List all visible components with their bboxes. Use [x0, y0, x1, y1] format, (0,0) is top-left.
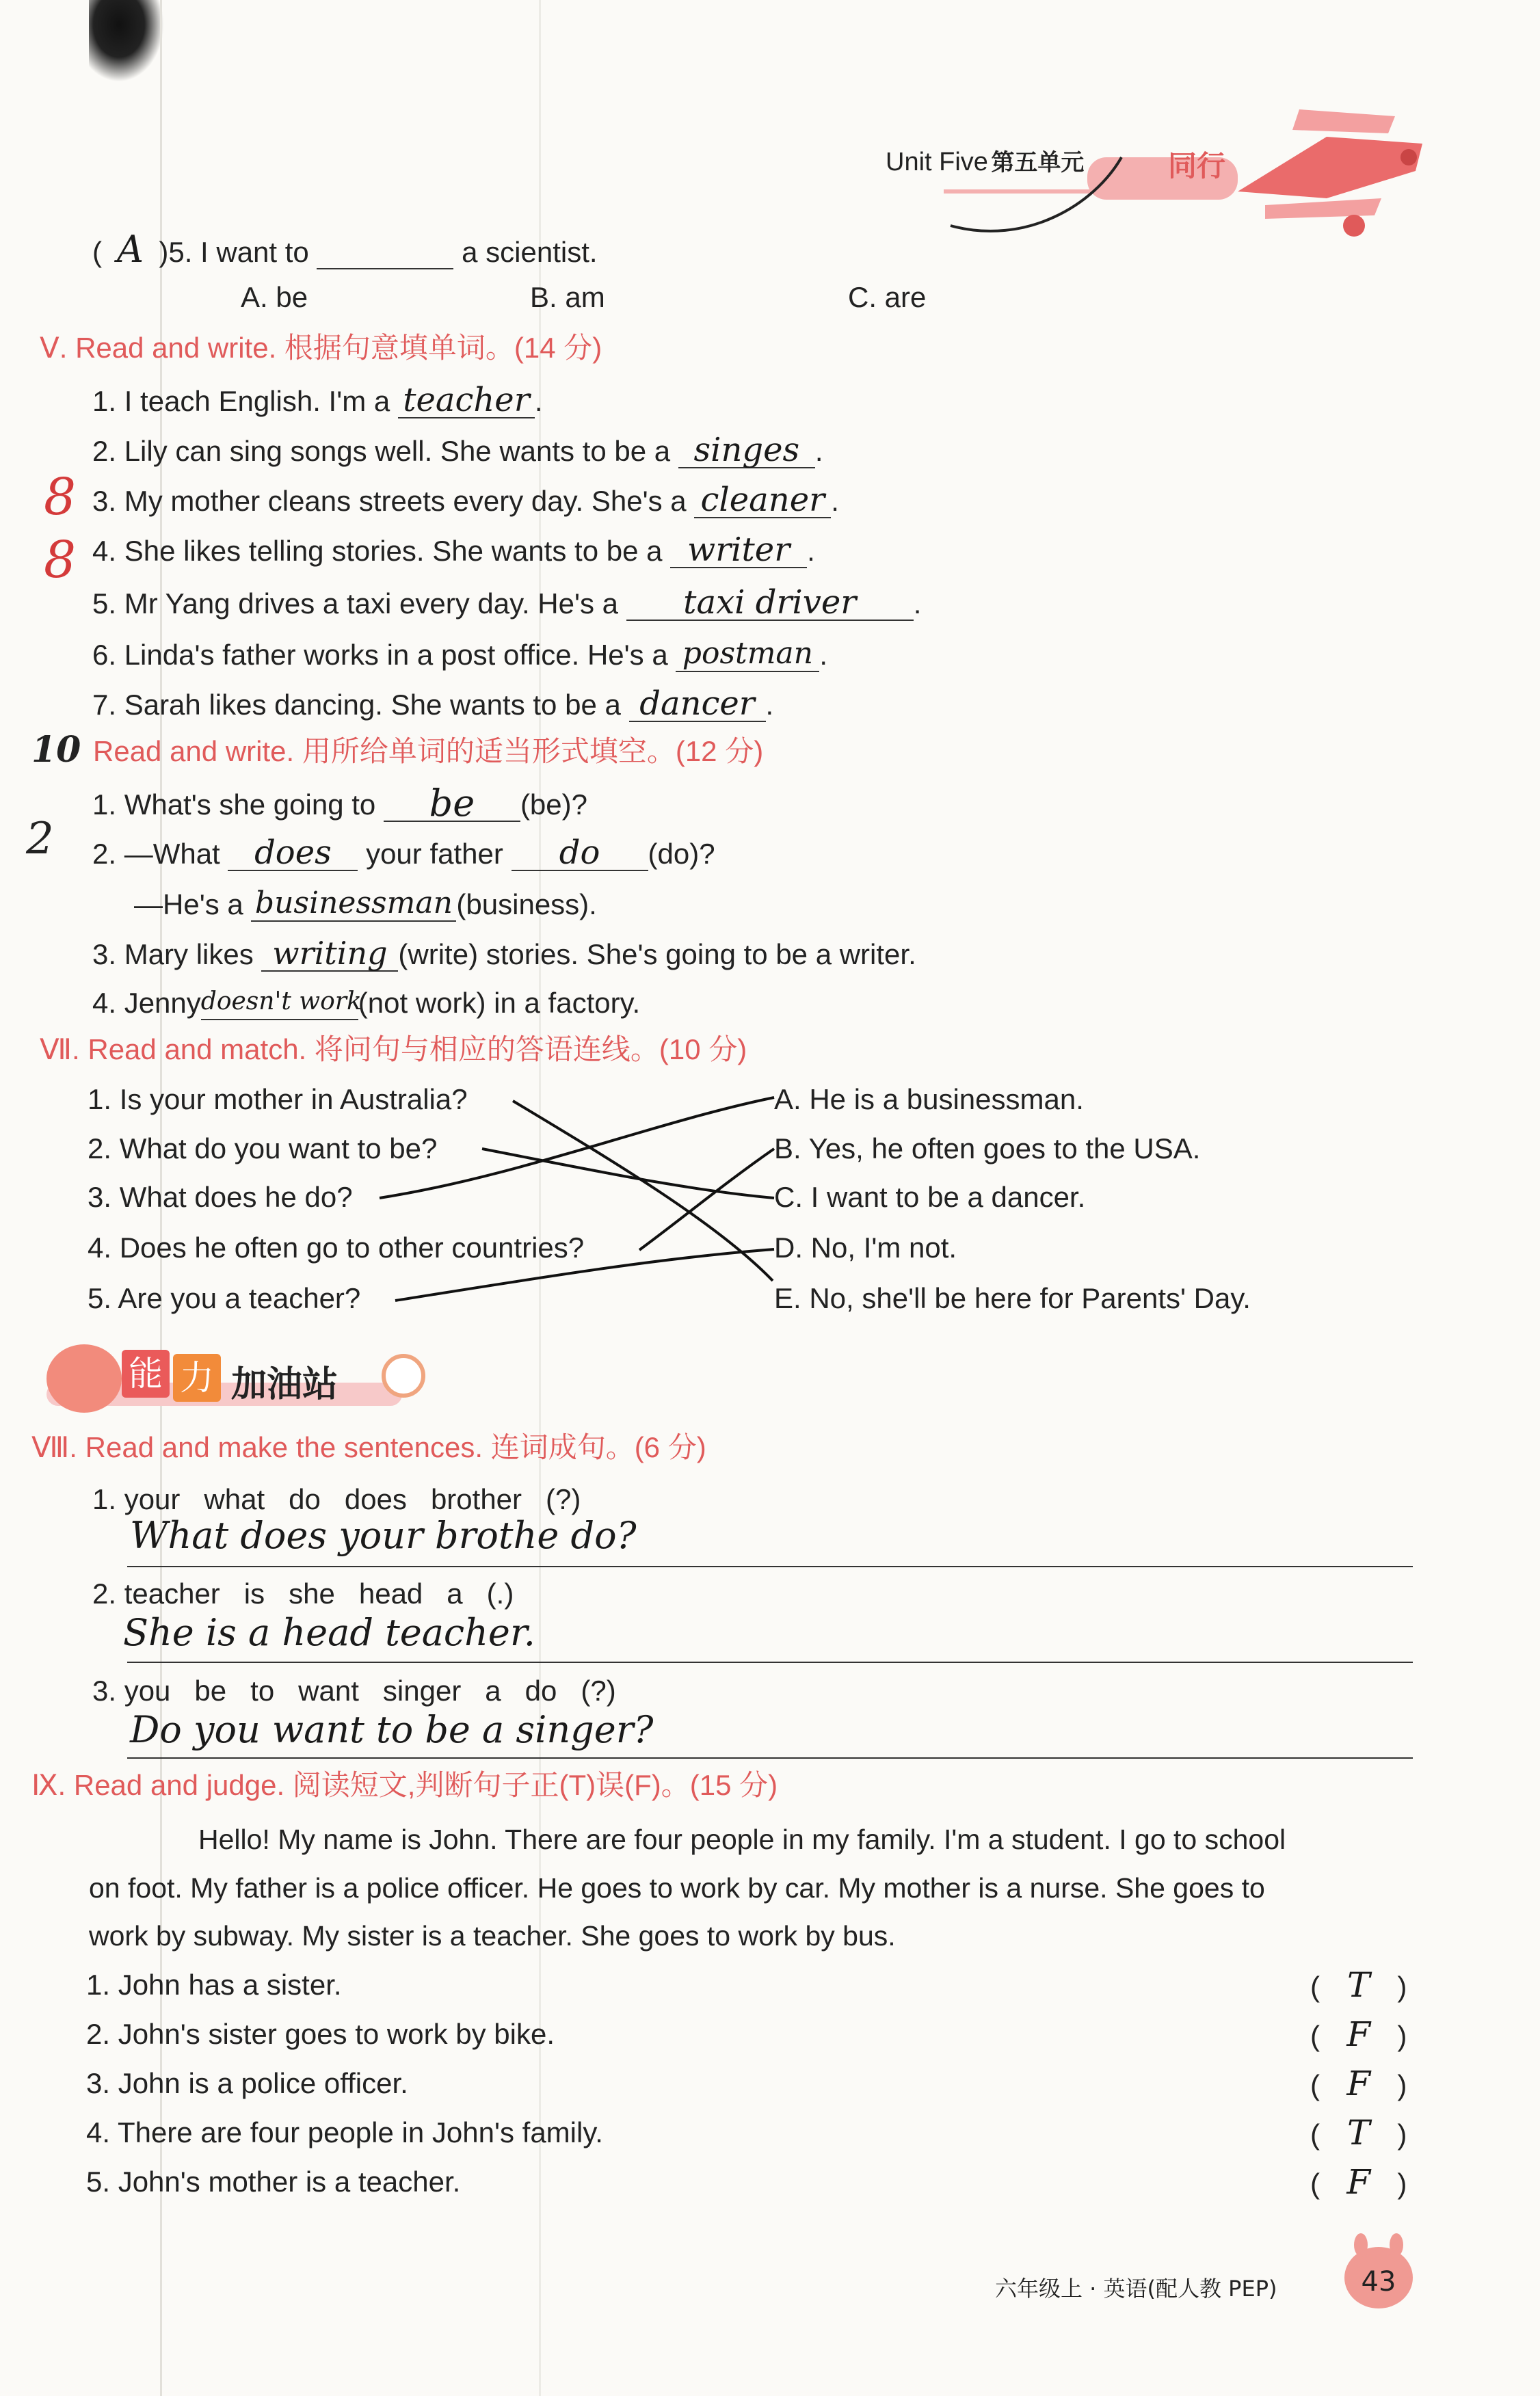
item-num: 3. [92, 938, 117, 970]
item-num: 5. [92, 587, 117, 620]
item-text: Sarah likes dancing. She wants to be a [124, 689, 621, 721]
item-text: What's she going to [124, 788, 376, 821]
open-paren: ( [1310, 2118, 1320, 2151]
q5-option-b: B. am [530, 281, 605, 313]
answer-postman: postman [676, 637, 819, 672]
item-num: 3. [92, 485, 117, 517]
section-5-title: Ⅴ. Read and write. 根据句意填单词。(14 分) [40, 332, 602, 364]
item-text: Linda's father works in a post office. He's a [124, 639, 668, 671]
item-text: I teach English. I'm a [124, 385, 390, 417]
scrambled-words: teacher is she head a (.) [124, 1578, 514, 1610]
item-num: 1. [92, 385, 117, 417]
judge-statement-5: 5. John's mother is a teacher. [86, 2166, 461, 2198]
sec8-rule-2 [127, 1662, 1413, 1663]
item-num: 7. [92, 689, 117, 721]
item-num: 2. [92, 435, 117, 467]
sec8-rule-1 [127, 1566, 1413, 1567]
item-text: Mr Yang drives a taxi every day. He's a [124, 587, 619, 620]
match-question-3: 3. What does he do? [88, 1181, 353, 1213]
item-num: 1. [92, 1483, 117, 1515]
q5-suffix: a scientist. [462, 236, 598, 268]
answer-writer: writer [670, 533, 807, 568]
close-paren: ) [1397, 2118, 1407, 2151]
red-mark-1: 8 [44, 468, 77, 527]
badge-icon [382, 1354, 425, 1398]
sec8-rule-3 [127, 1757, 1413, 1759]
open-paren: ( [1310, 1971, 1320, 2003]
ability-banner [33, 1340, 429, 1415]
item-end: . [831, 485, 839, 517]
match-question-1: 1. Is your mother in Australia? [88, 1083, 468, 1115]
item-text-mid: your father [366, 838, 503, 870]
side-mark-2: 2 [26, 814, 54, 864]
passage-line-2: on foot. My father is a police officer. He goes to work by car. My mother is a nurse. She goes to [89, 1872, 1265, 1904]
item-end: . [807, 535, 815, 567]
passage-line-3: work by subway. My sister is a teacher. She goes to work by bus. [89, 1920, 896, 1952]
sec8-item-3-words [92, 1674, 616, 1708]
close-paren: ) [1397, 2168, 1407, 2200]
item-num: 3. [92, 1675, 117, 1707]
match-answer-b: B. Yes, he often goes to the USA. [774, 1132, 1201, 1164]
judge-box-2 [1310, 2014, 1407, 2054]
item-hint: (write) stories. She's going to be a writer. [398, 938, 916, 970]
banner-char-2: 力 [173, 1354, 221, 1402]
red-mark-2: 8 [44, 531, 77, 589]
item-text: —What [124, 838, 220, 870]
banner-title: 加油站 [231, 1364, 338, 1405]
sec8-answer-2: She is a head teacher. [123, 1611, 535, 1654]
page-number-badge [1338, 2224, 1420, 2313]
match-line-2-c [482, 1149, 774, 1198]
judge-statement-3: 3. John is a police officer. [86, 2067, 408, 2099]
item-text: —He's a [134, 888, 243, 920]
answer-writing: writing [261, 936, 398, 972]
match-answer-e: E. No, she'll be here for Parents' Day. [774, 1282, 1251, 1314]
answer-doesnt-work: doesn't work [201, 985, 358, 1020]
section-9-title: Ⅸ. Read and judge. 阅读短文,判断句子正(T)误(F)。(15 分) [31, 1769, 778, 1801]
item-end: . [534, 385, 543, 417]
answer-businessman: businessman [251, 886, 456, 922]
unit-label: Unit Five [886, 148, 988, 176]
item-text: Lily can sing songs well. She wants to be a [124, 435, 671, 467]
open-paren: ( [1310, 2069, 1320, 2101]
item-num: 4. [92, 987, 117, 1019]
match-answer-d: D. No, I'm not. [774, 1232, 957, 1264]
judge-answer-1: T [1346, 1965, 1370, 2005]
answer-cleaner: cleaner [694, 483, 831, 518]
q5-option-a: A. be [241, 281, 308, 313]
sec8-answer-1: What does your brothe do? [130, 1514, 637, 1557]
banner-char-1: 能 [122, 1350, 170, 1398]
item-text: My mother cleans streets every day. She's a [124, 485, 687, 517]
item-end: . [819, 639, 828, 671]
passage-line-1: Hello! My name is John. There are four people in my family. I'm a student. I go to school [198, 1824, 1286, 1855]
sec8-answer-3: Do you want to be a singer? [130, 1708, 654, 1751]
sec8-item-1-words [92, 1482, 581, 1517]
judge-box-5 [1310, 2162, 1407, 2202]
answer-do: do [512, 836, 648, 871]
judge-box-4 [1310, 2113, 1407, 2153]
judge-statement-4: 4. There are four people in John's family. [86, 2116, 603, 2148]
q5-open-paren: ( [92, 236, 102, 268]
close-paren: ) [1397, 2020, 1407, 2052]
answer-singer: singes [678, 433, 815, 468]
judge-box-3 [1310, 2066, 1407, 2103]
item-hint: (do)? [648, 838, 715, 870]
score-mark-10: 10 [31, 729, 81, 771]
match-line-4-b [639, 1149, 774, 1250]
match-question-2: 2. What do you want to be? [88, 1132, 438, 1164]
judge-answer-4: T [1346, 2113, 1370, 2153]
match-answer-c: C. I want to be a dancer. [774, 1181, 1086, 1213]
item-hint: (business). [456, 888, 597, 920]
judge-statement-2: 2. John's sister goes to work by bike. [86, 2018, 555, 2050]
item-text: Jenny [124, 987, 201, 1019]
answer-dancer: dancer [629, 687, 766, 722]
page-number: 43 [1361, 2266, 1396, 2298]
answer-does: does [228, 836, 358, 871]
item-end: . [765, 689, 774, 721]
judge-statement-1: 1. John has a sister. [86, 1969, 342, 2001]
answer-be: be [384, 786, 520, 822]
match-question-5: 5. Are you a teacher? [88, 1282, 361, 1314]
item-num: 4. [92, 535, 117, 567]
close-paren: ) [1397, 2069, 1407, 2101]
close-paren: ) [1397, 1971, 1407, 2003]
section-8-title: Ⅷ. Read and make the sentences. 连词成句。(6 分) [31, 1431, 706, 1463]
scrambled-words: you be to want singer a do (?) [124, 1675, 616, 1707]
item-num: 1. [92, 788, 117, 821]
mascot-icon [47, 1344, 122, 1413]
item-end: . [913, 587, 922, 620]
item-num: 2. [92, 838, 117, 870]
match-question-4: 4. Does he often go to other countries? [88, 1232, 585, 1264]
q5-option-c: C. are [848, 281, 927, 313]
q5-paren-answer: A [117, 228, 144, 271]
item-hint: (be)? [520, 788, 587, 821]
item-hint: (not work) in a factory. [358, 987, 641, 1019]
section-7-title: Ⅶ. Read and match. 将问句与相应的答语连线。(10 分) [40, 1033, 747, 1065]
judge-box-1 [1310, 1965, 1407, 2005]
totoro-ear-left [1354, 2233, 1368, 2257]
section-6-title: Read and write. 用所给单词的适当形式填空。(12 分) [93, 735, 764, 767]
totoro-ear-right [1390, 2233, 1403, 2257]
judge-answer-3: F [1346, 2064, 1371, 2103]
item-end: . [814, 435, 823, 467]
match-answer-a: A. He is a businessman. [774, 1083, 1084, 1115]
footer-book-label: 六年级上 · 英语(配人教 PEP) [995, 2276, 1277, 2302]
judge-answer-5: F [1346, 2162, 1371, 2202]
item-text: Mary likes [124, 938, 254, 970]
match-line-3-a [380, 1097, 774, 1198]
scrambled-words: your what do does brother (?) [124, 1483, 581, 1515]
match-line-5-d [395, 1249, 774, 1301]
open-paren: ( [1310, 2168, 1320, 2200]
item-text: She likes telling stories. She wants to be a [124, 535, 663, 567]
item-num: 6. [92, 639, 117, 671]
unit-cn: 第五单元 [991, 149, 1085, 176]
item-num: 2. [92, 1578, 117, 1610]
open-paren: ( [1310, 2020, 1320, 2052]
judge-answer-2: F [1346, 2014, 1371, 2054]
answer-taxi-driver: taxi driver [626, 585, 914, 621]
sec8-item-2-words [92, 1577, 514, 1611]
q5-prefix: )5. I want to [159, 236, 309, 268]
brand-label: 同行 [1168, 149, 1226, 183]
answer-teacher: teacher [398, 383, 535, 418]
